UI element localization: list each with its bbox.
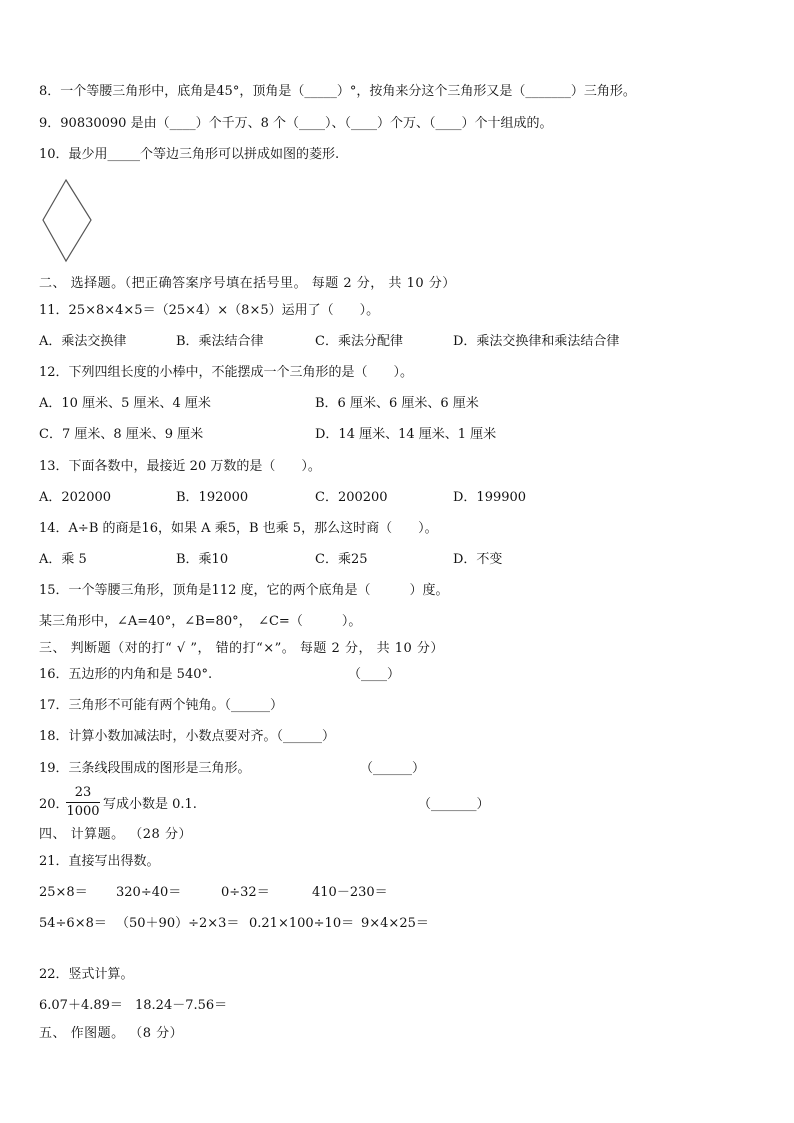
question-15: 15．一个等腰三角形，顶角是112 度，它的两个底角是（ ）度。 [39,583,449,598]
question-8: 8．一个等腰三角形中，底角是45°，顶角是（_____）°，按角来分这个三角形又是（_______）三角形。 [39,84,636,99]
question-21-stem: 21．直接写出得数。 [39,854,160,869]
calc-item: 0.21×100÷10＝ [249,916,355,931]
question-17: 17．三角形不可能有两个钝角。（______） [39,698,284,713]
question-14-stem: 14．A÷B 的商是16，如果 A 乘5，B 也乘 5，那么这时商（ ）。 [39,521,438,536]
section-2-heading: 二、 选择题。（把正确答案序号填在括号里。 每题 2 分， 共 10 分） [39,276,456,291]
question-19: 19．三条线段围成的图形是三角形。 [39,761,251,776]
section-4-heading: 四、 计算题。 （28 分） [39,827,192,842]
q12-option-c: C．7 厘米、8 厘米、9 厘米 [39,427,204,442]
q13-option-a: A．202000 [39,490,112,505]
question-12-stem: 12．下列四组长度的小棒中，不能摆成一个三角形的是（ ）。 [39,365,414,380]
question-15b: 某三角形中，∠A=40°，∠B=80°， ∠C=（ ）。 [39,614,362,629]
q13-option-c: C．200200 [315,490,388,505]
vertical-calc-item: 6.07＋4.89＝ [39,998,123,1013]
question-9: 9．90830090 是由（____）个千万、8 个（____）、（____）个万、（____）个十组成的。 [39,116,553,131]
q11-option-b: B．乘法结合律 [176,334,264,349]
question-19-blank: （______） [360,761,426,776]
calc-item: 54÷6×8＝ [39,916,107,931]
q14-option-a: A．乘 5 [39,552,87,567]
q14-option-b: B．乘10 [176,552,229,567]
vertical-calc-item: 18.24－7.56＝ [135,998,228,1013]
calc-item: 320÷40＝ [116,885,182,900]
calc-item: 410－230＝ [312,885,388,900]
question-22-stem: 22．竖式计算。 [39,967,134,982]
fraction [66,785,100,820]
q12-option-b: B．6 厘米、6 厘米、6 厘米 [315,396,479,411]
question-16-blank: （____） [348,667,401,682]
question-20-blank: （_______） [418,797,490,812]
question-20-number: 20． [39,797,69,812]
q11-option-d: D．乘法交换律和乘法结合律 [453,334,620,349]
section-3-heading: 三、 判断题（对的打“ √ ”， 错的打“×”。 每题 2 分， 共 10 分） [39,641,444,656]
fraction-bar [66,802,100,803]
fraction-denominator: 1000 [66,804,100,819]
calc-item: 0÷32＝ [221,885,270,900]
q14-option-d: D．不变 [453,552,503,567]
calc-item: 25×8＝ [39,885,88,900]
q11-option-c: C．乘法分配律 [315,334,403,349]
calc-item: 9×4×25＝ [361,916,429,931]
section-5-heading: 五、 作图题。 （8 分） [39,1026,184,1041]
q13-option-b: B．192000 [176,490,249,505]
question-13-stem: 13．下面各数中，最接近 20 万数的是（ ）。 [39,459,321,474]
question-11-stem: 11．25×8×4×5＝（25×4）×（8×5）运用了（ ）。 [39,303,380,318]
fraction-numerator: 23 [74,785,92,800]
question-20-text: 写成小数是 0.1. [103,797,197,812]
question-10: 10．最少用_____个等边三角形可以拼成如图的菱形. [39,147,340,162]
q12-option-a: A．10 厘米、5 厘米、4 厘米 [39,396,211,411]
q13-option-d: D．199900 [453,490,527,505]
q11-option-a: A．乘法交换律 [39,334,127,349]
question-16: 16．五边形的内角和是 540°. [39,667,213,682]
question-18: 18．计算小数加减法时，小数点要对齐。（______） [39,729,336,744]
rhombus-figure [40,178,94,264]
calc-item: （50＋90）÷2×3＝ [116,916,240,931]
q12-option-d: D．14 厘米、14 厘米、1 厘米 [315,427,497,442]
q14-option-c: C．乘25 [315,552,368,567]
